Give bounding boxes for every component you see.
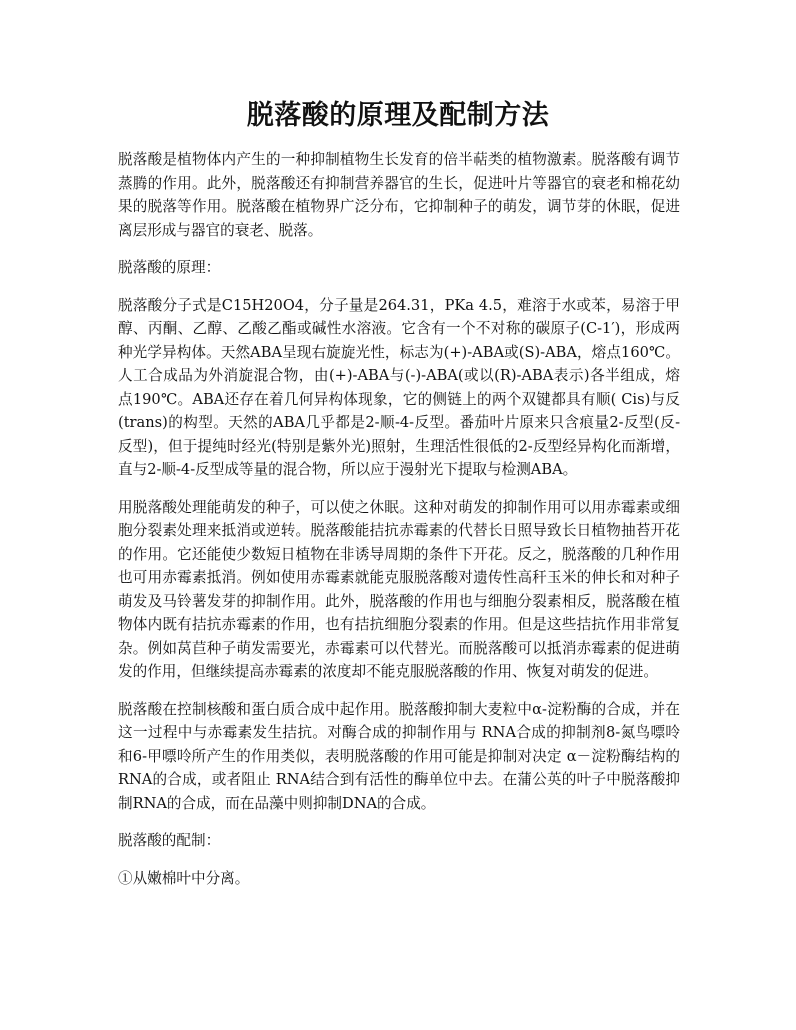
- page-title: 脱落酸的原理及配制方法: [246, 100, 550, 131]
- section-heading-preparation: 脱落酸的配制：: [118, 832, 221, 849]
- paragraph-antagonism: 用脱落酸处理能萌发的种子，可以使之休眠。这种对萌发的抑制作用可以用赤霉素或细胞分裂素处理来抵消或逆转。脱落酸能拮抗赤霉素的代替长日照导致长日植物抽苔开花的作用。它还能使少数短日植物在非诱导周期的条件下开花。反之，脱落酸的几种作用也可用赤霉素抵消。例如使用赤霉素就能克服脱落酸对遗传性高秆玉米的伸长和对种子萌发及马铃薯发芽的抑制作用。此外，脱落酸的作用也与细胞分裂素相反，脱落酸在植物体内既有拮抗赤霉素的作用，也有拮抗细胞分裂素的作用。但是这些拮抗作用非常复杂。例如莴苣种子萌发需要光，赤霉素可以代替光。而脱落酸可以抵消赤霉素的促进萌发的作用，但继续提高赤霉素的浓度却不能克服脱落酸的作用、恢复对萌发的促进。: [118, 498, 680, 680]
- section-heading-principle: 脱落酸的原理：: [118, 259, 221, 276]
- paragraph-molecular-properties: 脱落酸分子式是C15H20O4，分子量是264.31，PKa 4.5，难溶于水或苯，易溶于甲醇、丙酮、乙醇、乙酸乙酯或碱性水溶液。它含有一个不对称的碳原子(C-1′)，形成两种光学异构体。天然ABA呈现右旋旋光性，标志为(+)-ABA或(S)-ABA，熔点160℃。人工合成品为外消旋混合物，由(+)-ABA与(-)-ABA(或以(R)-ABA表示)各半组成，熔点190℃。ABA还存在着几何异构体现象，它的侧链上的两个双键都具有顺( Cis)与反(trans)的构型。天然的ABA几乎都是2-顺-4-反型。番茄叶片原来只含痕量2-反型(反-反型)，但于提纯时经光(特别是紫外光)照射，生理活性很低的2-反型经异构化而渐增，直与2-顺-4-反型成等量的混合物，所以应于漫射光下提取与检测ABA。: [118, 296, 680, 478]
- paragraph-nucleic-acid: 脱落酸在控制核酸和蛋白质合成中起作用。脱落酸抑制大麦粒中α-淀粉酶的合成，并在这一过程中与赤霉素发生拮抗。对酶合成的抑制作用与 RNA合成的抑制剂8-氮鸟嘌呤和6-甲嘌呤所产生的作用类似，表明脱落酸的作用可能是抑制对决定 α－淀粉酶结构的 RNA的合成，或者阻止 RNA结合到有活性的酶单位中去。在蒲公英的叶子中脱落酸抑制RNA的合成，而在品藻中则抑制DNA的合成。: [118, 700, 680, 812]
- document-body: [118, 148, 680, 904]
- paragraph-intro: 脱落酸是植物体内产生的一种抑制植物生长发育的倍半萜类的植物激素。脱落酸有调节蒸腾的作用。此外，脱落酸还有抑制营养器官的生长，促进叶片等器官的衰老和棉花幼果的脱落等作用。脱落酸在植物界广泛分布，它抑制种子的萌发，调节芽的休眠，促进离层形成与器官的衰老、脱落。: [118, 151, 680, 239]
- list-item-step-1: ①从嫩棉叶中分离。: [118, 869, 250, 887]
